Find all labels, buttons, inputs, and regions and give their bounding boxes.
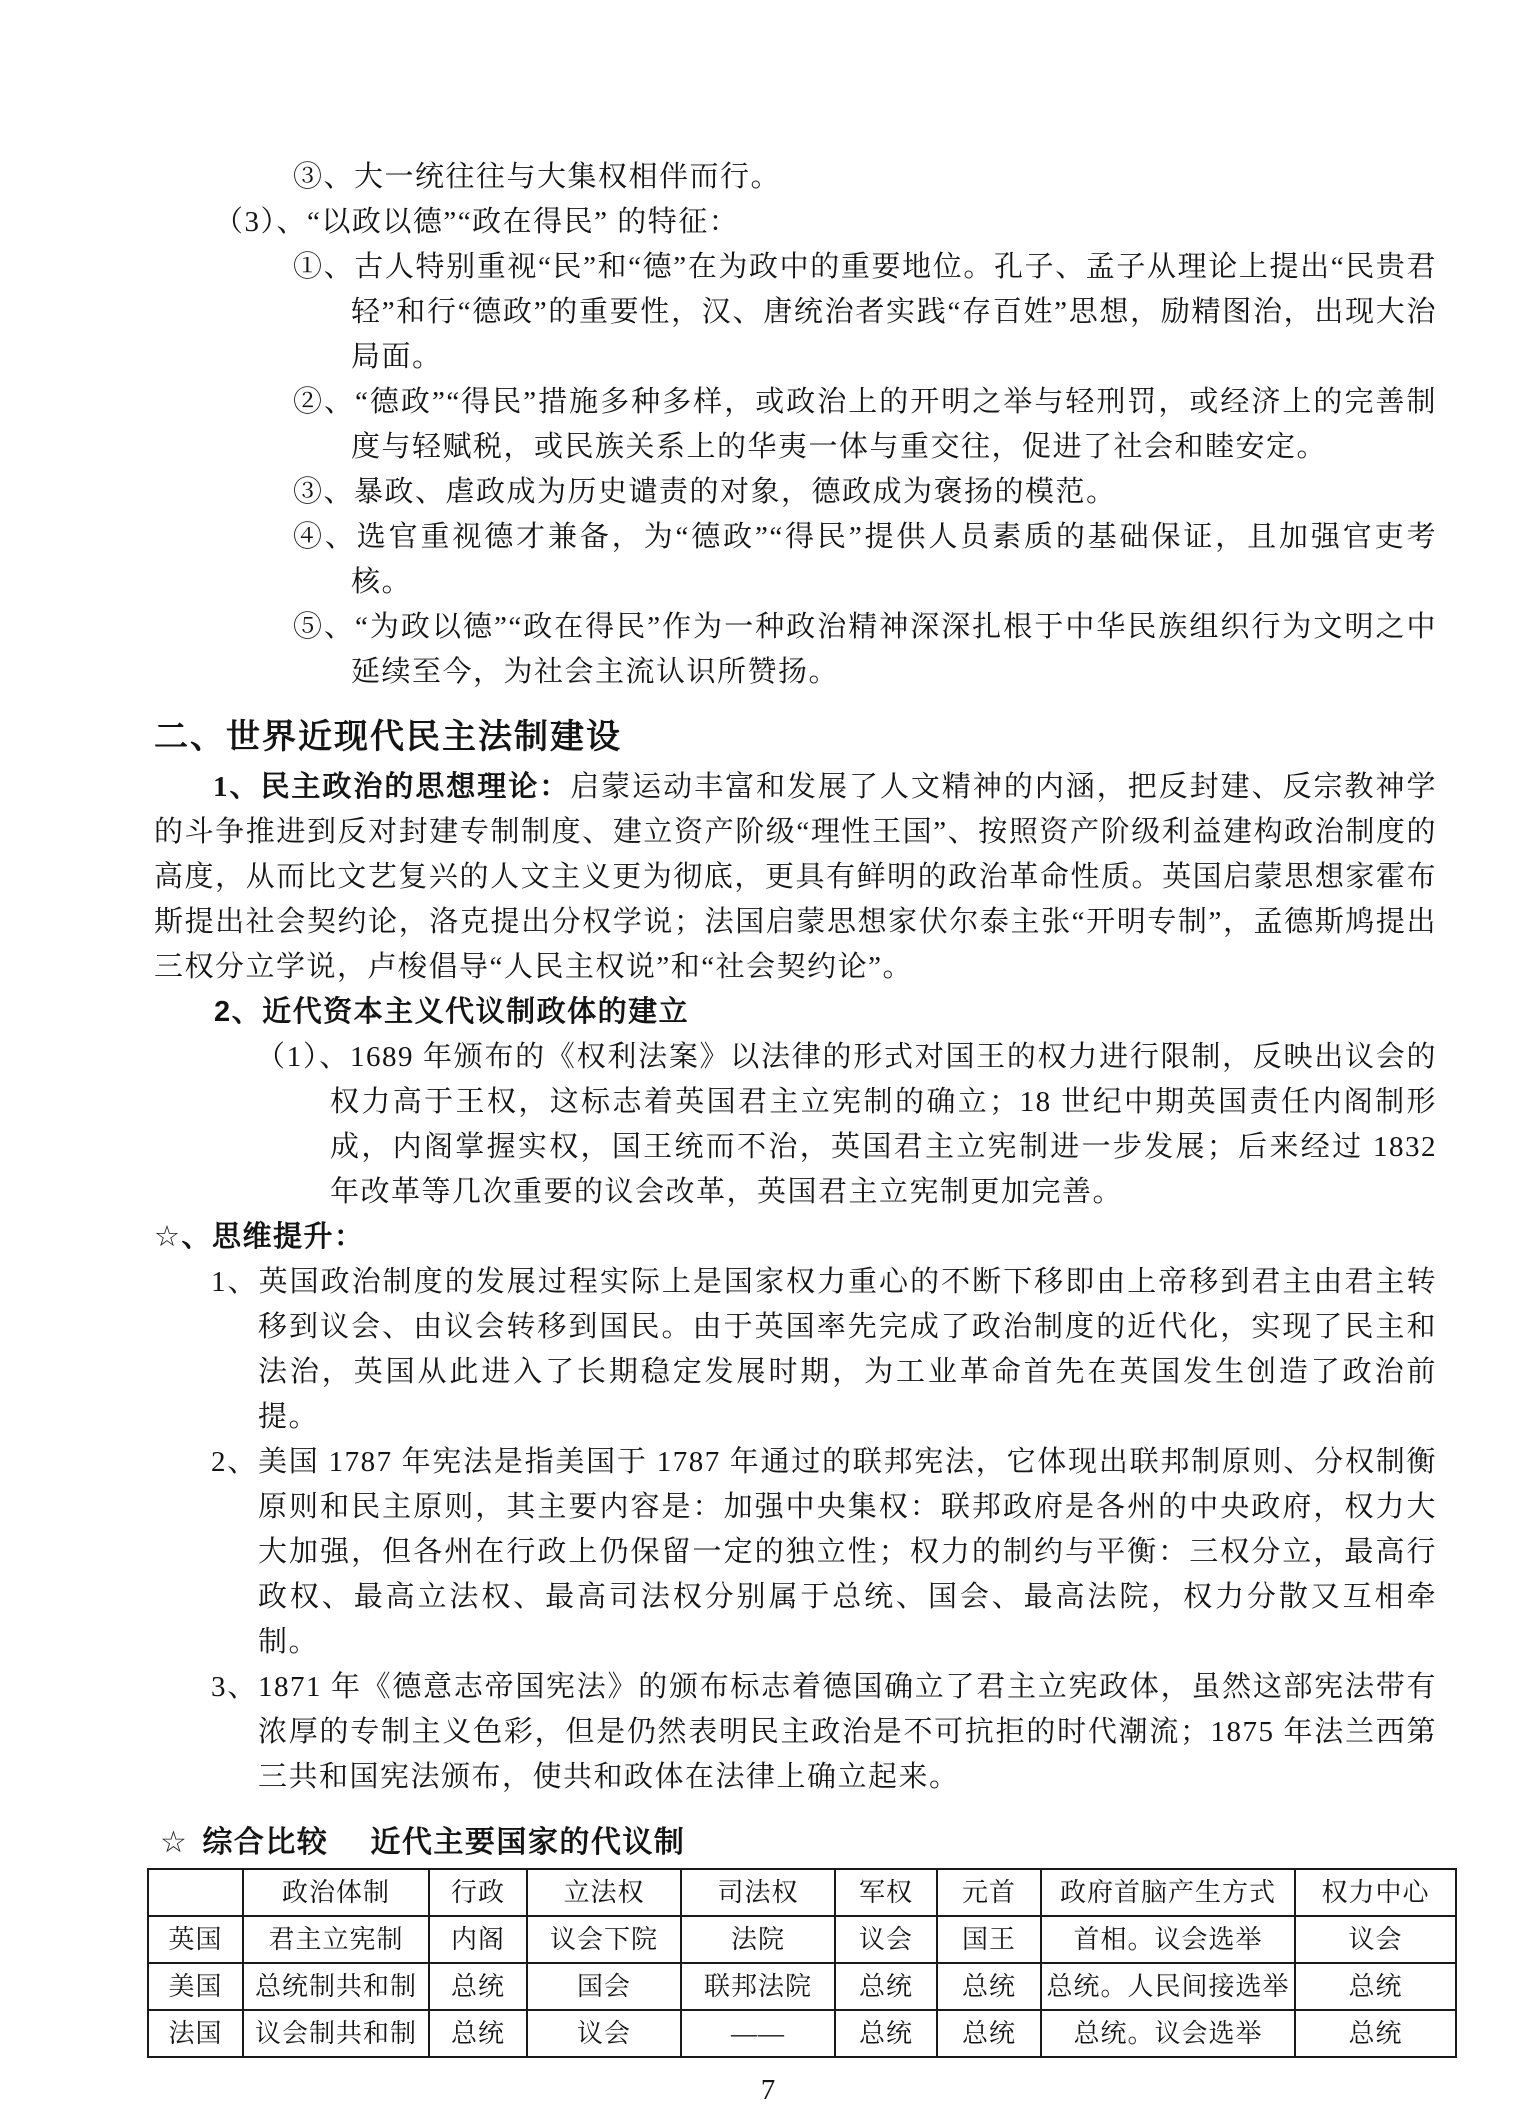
list-marker: （1）、 xyxy=(256,1041,350,1073)
list-item-3 xyxy=(293,470,1437,515)
list-item-4 xyxy=(293,515,1437,605)
list-item-3-da-yi-tong xyxy=(293,155,1437,200)
comparison-title-part1: 综合比较 xyxy=(202,1826,329,1859)
list-item-2 xyxy=(293,380,1437,470)
cell-country: 法国 xyxy=(148,2010,243,2057)
cell-country: 美国 xyxy=(148,1963,243,2010)
list-text: 英国政治制度的发展过程实际上是国家权力重心的不断下移即由上帝移到君主由君主转移到议会、由议会转移到国民。由于英国率先完成了政治制度的近代化，实现了民主和法治，英国从此进入了长期稳定发展时期，为工业革命首先在英国发生创造了政治前提。 xyxy=(258,1266,1437,1433)
cell-executive: 总统 xyxy=(429,2010,527,2057)
list-marker: ⑤、 xyxy=(293,611,356,643)
table-row-usa xyxy=(148,1963,1456,2010)
cell-political-system: 总统制共和制 xyxy=(243,1963,429,2010)
list-marker: 1、 xyxy=(211,1266,259,1298)
header-cell-empty xyxy=(148,1869,243,1916)
cell-head-of-state: 总统 xyxy=(937,1963,1041,2010)
cell-head-of-state: 国王 xyxy=(937,1916,1041,1963)
list-text: 1689 年颁布的《权利法案》以法律的形式对国王的权力进行限制，反映出议会的权力高于王权，这标志着英国君主立宪制的确立；18 世纪中期英国责任内阁制形成，内阁掌握实权，国王统而不治，英国君主立宪制进一步发展；后来经过 1832 年改革等几次重要的议会改革，英国君主立宪制更加完善。 xyxy=(330,1041,1437,1208)
comparison-title-part2: 近代主要国家的代议制 xyxy=(370,1826,686,1859)
cell-executive: 总统 xyxy=(429,1963,527,2010)
paragraph-body: 启蒙运动丰富和发展了人文精神的内涵，把反封建、反宗教神学的斗争推进到反对封建专制制度、建立资产阶级“理性王国”、按照资产阶级利益建构政治制度的高度，从而比文艺复兴的人文主义更为彻底，更具有鲜明的政治革命性质。英国启蒙思想家霍布斯提出社会契约论，洛克提出分权学说；法国启蒙思想家伏尔泰主张“开明专制”，孟德斯鸠提出三权分立学说，卢梭倡导“人民主权说”和“社会契约论”。 xyxy=(154,771,1437,983)
list-marker: ④、 xyxy=(293,521,357,553)
cell-military: 议会 xyxy=(835,1916,937,1963)
list-text: 1871 年《德意志帝国宪法》的颁布标志着德国确立了君主立宪政体，虽然这部宪法带有浓厚的专制主义色彩，但是仍然表明民主政治是不可抗拒的时代潮流；1875 年法兰西第三共和国宪法颁布，使共和政体在法律上确立起来。 xyxy=(257,1671,1437,1793)
header-cell-judicial: 司法权 xyxy=(681,1869,835,1916)
list-marker: ②、 xyxy=(293,386,356,418)
cell-power-center: 议会 xyxy=(1295,1916,1456,1963)
section-comparison xyxy=(0,1818,1536,2058)
table-header-row xyxy=(148,1869,1456,1916)
cell-head-of-govt-selection: 首相。议会选举 xyxy=(1041,1916,1295,1963)
section-zhengzai-demin xyxy=(0,155,1536,695)
cell-legislative: 国会 xyxy=(527,1963,681,2010)
cell-legislative: 议会 xyxy=(527,2010,681,2057)
list-text: 古人特别重视“民”和“德”在为政中的重要地位。孔子、孟子从理论上提出“民贵君轻”和行“德政”的重要性，汉、唐统治者实践“存百姓”思想，励精图治，出现大治局面。 xyxy=(351,251,1437,373)
page-number: 7 xyxy=(760,2074,776,2106)
cell-head-of-state: 总统 xyxy=(937,2010,1041,2057)
comparison-table xyxy=(147,1868,1457,2058)
list-text: 美国 1787 年宪法是指美国于 1787 年通过的联邦宪法，它体现出联邦制原则、分权制衡原则和民主原则，其主要内容是：加强中央集权：联邦政府是各州的中央政府，权力大大加强，但各州在行政上仍保留一定的独立性；权力的制约与平衡：三权分立，最高行政权、最高立法权、最高司法权分别属于总统、国会、最高法院，权力分散又互相牵制。 xyxy=(258,1446,1437,1658)
table-row-uk xyxy=(148,1916,1456,1963)
list-item-5 xyxy=(293,605,1437,695)
list-item-bill-of-rights xyxy=(256,1035,1437,1215)
think-item-3 xyxy=(211,1665,1437,1800)
list-text: 暴政、虐政成为历史谴责的对象，德政成为褒扬的模范。 xyxy=(354,476,1117,508)
think-item-1 xyxy=(211,1260,1437,1440)
paragraph-lead-bold: 1、民主政治的思想理论： xyxy=(213,771,571,803)
header-cell-head-of-govt-selection: 政府首脑产生方式 xyxy=(1041,1869,1295,1916)
cell-head-of-govt-selection: 总统。议会选举 xyxy=(1041,2010,1295,2057)
header-cell-legislative: 立法权 xyxy=(527,1869,681,1916)
cell-judicial: 联邦法院 xyxy=(681,1963,835,2010)
section-thinking-improvement xyxy=(0,1215,1536,1800)
cell-military: 总统 xyxy=(835,1963,937,2010)
cell-executive: 内阁 xyxy=(429,1916,527,1963)
cell-military: 总统 xyxy=(835,2010,937,2057)
list-text: 大一统往往与大集权相伴而行。 xyxy=(354,161,782,193)
star-heading-siwei-tisheng: ☆、思维提升： xyxy=(154,1221,365,1253)
sub-heading-representative-government: 2、近代资本主义代议制政体的建立 xyxy=(214,996,690,1028)
section-world-democracy xyxy=(0,709,1536,1215)
header-cell-military: 军权 xyxy=(835,1869,937,1916)
cell-power-center: 总统 xyxy=(1295,1963,1456,2010)
list-text: “为政以德”“政在得民”作为一种政治精神深深扎根于中华民族组织行为文明之中延续至今，为社会主流认识所赞扬。 xyxy=(351,611,1437,688)
list-marker: ③、 xyxy=(293,161,355,193)
star-icon: ☆ xyxy=(160,1826,189,1859)
cell-power-center: 总统 xyxy=(1295,2010,1456,2057)
list-marker: 3、 xyxy=(211,1671,258,1703)
cell-political-system: 君主立宪制 xyxy=(243,1916,429,1963)
header-cell-executive: 行政 xyxy=(429,1869,527,1916)
cell-political-system: 议会制共和制 xyxy=(243,2010,429,2057)
list-text: “德政”“得民”措施多种多样，或政治上的开明之举与轻刑罚，或经济上的完善制度与轻赋税，或民族关系上的华夷一体与重交往，促进了社会和睦安定。 xyxy=(351,386,1437,463)
header-cell-political-system: 政治体制 xyxy=(243,1869,429,1916)
paragraph-democratic-theory xyxy=(154,765,1437,990)
list-marker: ③、 xyxy=(293,476,355,508)
header-cell-head-of-state: 元首 xyxy=(937,1869,1041,1916)
header-cell-power-center: 权力中心 xyxy=(1295,1869,1456,1916)
cell-judicial: 法院 xyxy=(681,1916,835,1963)
list-item-1 xyxy=(293,245,1437,380)
comparison-title xyxy=(160,1818,1536,1868)
section-heading: 二、世界近现代民主法制建设 xyxy=(154,718,622,756)
sub-heading-tezheng: （3）、“以政以德”“政在得民” 的特征： xyxy=(214,206,740,238)
cell-judicial: —— xyxy=(681,2010,835,2057)
list-text: 选官重视德才兼备，为“德政”“得民”提供人员素质的基础保证，且加强官吏考核。 xyxy=(351,521,1437,598)
cell-country: 英国 xyxy=(148,1916,243,1963)
cell-head-of-govt-selection: 总统。人民间接选举 xyxy=(1041,1963,1295,2010)
table-row-france xyxy=(148,2010,1456,2057)
think-item-2 xyxy=(211,1440,1437,1665)
list-marker: 2、 xyxy=(211,1446,259,1478)
cell-legislative: 议会下院 xyxy=(527,1916,681,1963)
list-marker: ①、 xyxy=(293,251,355,283)
